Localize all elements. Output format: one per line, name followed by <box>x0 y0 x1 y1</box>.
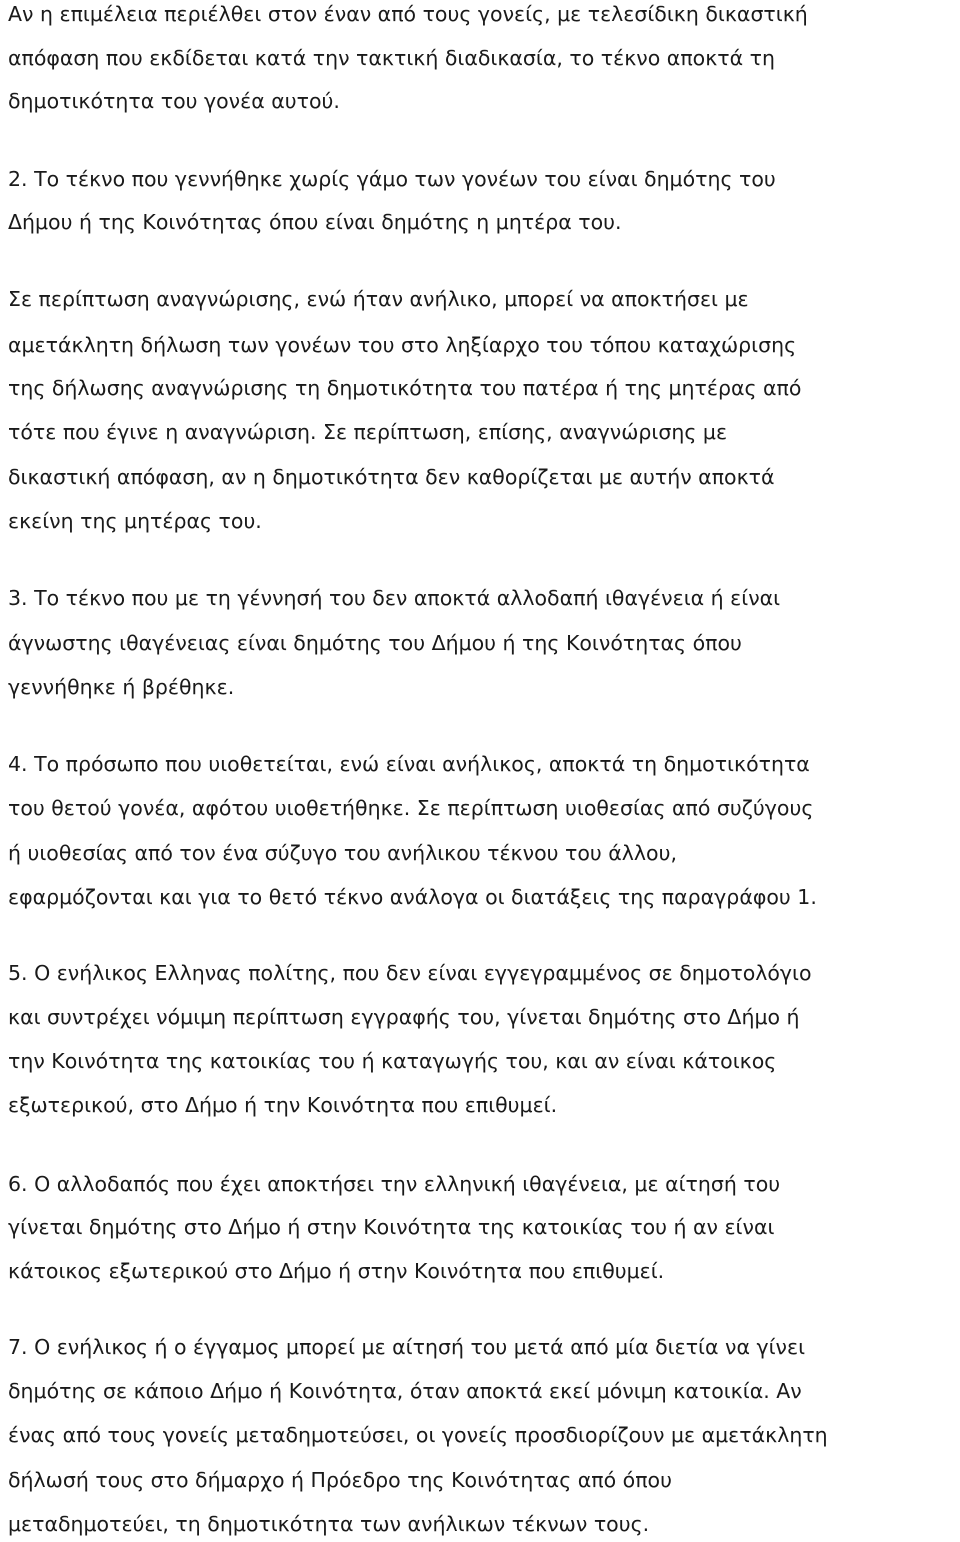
text-line: εφαρμόζονται και για το θετό τέκνο ανάλογα οι διατάξεις της παραγράφου 1. <box>8 885 817 909</box>
text-line: δικαστική απόφαση, αν η δημοτικότητα δεν καθορίζεται με αυτήν αποκτά <box>8 465 775 489</box>
text-line: γεννήθηκε ή βρέθηκε. <box>8 675 235 699</box>
text-line: δήλωσή τους στο δήμαρχο ή Πρόεδρο της Κοινότητας από όπου <box>8 1468 672 1492</box>
text-line: του θετού γονέα, αφότου υιοθετήθηκε. Σε περίπτωση υιοθεσίας από συζύγους <box>8 796 814 820</box>
text-line: και συντρέχει νόμιμη περίπτωση εγγραφής του, γίνεται δημότης στο Δήμο ή <box>8 1005 800 1029</box>
text-line: μεταδημοτεύει, τη δημοτικότητα των ανήλικων τέκνων τους. <box>8 1512 650 1536</box>
text-line: Σε περίπτωση αναγνώρισης, ενώ ήταν ανήλικο, μπορεί να αποκτήσει με <box>8 287 749 311</box>
text-line: 4. Το πρόσωπο που υιοθετείται, ενώ είναι ανήλικος, αποκτά τη δημοτικότητα <box>8 752 810 776</box>
text-line: δημότης σε κάποιο Δήμο ή Κοινότητα, όταν αποκτά εκεί μόνιμη κατοικία. Αν <box>8 1379 802 1403</box>
text-line: ένας από τους γονείς μεταδημοτεύσει, οι γονείς προσδιορίζουν με αμετάκλητη <box>8 1423 828 1447</box>
text-line: δημοτικότητα του γονέα αυτού. <box>8 89 340 113</box>
text-line: εκείνη της μητέρας του. <box>8 509 262 533</box>
text-line: 5. Ο ενήλικος Ελληνας πολίτης, που δεν είναι εγγεγραμμένος σε δημοτολόγιο <box>8 961 812 985</box>
text-line: 3. Το τέκνο που με τη γέννησή του δεν αποκτά αλλοδαπή ιθαγένεια ή είναι <box>8 586 781 610</box>
text-line: Δήμου ή της Κοινότητας όπου είναι δημότης η μητέρα του. <box>8 210 622 234</box>
text-line: την Κοινότητα της κατοικίας του ή καταγωγής του, και αν είναι κάτοικος <box>8 1049 777 1073</box>
text-line: 7. Ο ενήλικος ή ο έγγαμος μπορεί με αίτησή του μετά από μία διετία να γίνει <box>8 1335 806 1359</box>
text-line: τότε που έγινε η αναγνώριση. Σε περίπτωση, επίσης, αναγνώρισης με <box>8 420 728 444</box>
text-line: απόφαση που εκδίδεται κατά την τακτική διαδικασία, το τέκνο αποκτά τη <box>8 46 775 70</box>
text-line: άγνωστης ιθαγένειας είναι δημότης του Δήμου ή της Κοινότητας όπου <box>8 631 742 655</box>
text-line: αμετάκλητη δήλωση των γονέων του στο ληξίαρχο του τόπου καταχώρισης <box>8 333 797 357</box>
text-line: 6. Ο αλλοδαπός που έχει αποκτήσει την ελληνική ιθαγένεια, με αίτησή του <box>8 1172 781 1196</box>
text-line: εξωτερικού, στο Δήμο ή την Κοινότητα που επιθυμεί. <box>8 1093 558 1117</box>
text-line: της δήλωσης αναγνώρισης τη δημοτικότητα του πατέρα ή της μητέρας από <box>8 376 802 400</box>
text-line: κάτοικος εξωτερικού στο Δήμο ή στην Κοινότητα που επιθυμεί. <box>8 1259 665 1283</box>
text-line: 2. Το τέκνο που γεννήθηκε χωρίς γάμο των γονέων του είναι δημότης του <box>8 167 776 191</box>
text-line: ή υιοθεσίας από τον ένα σύζυγο του ανήλικου τέκνου του άλλου, <box>8 841 677 865</box>
text-line: Αν η επιμέλεια περιέλθει στον έναν από τους γονείς, με τελεσίδικη δικαστική <box>8 2 808 26</box>
text-line: γίνεται δημότης στο Δήμο ή στην Κοινότητα της κατοικίας του ή αν είναι <box>8 1215 775 1239</box>
